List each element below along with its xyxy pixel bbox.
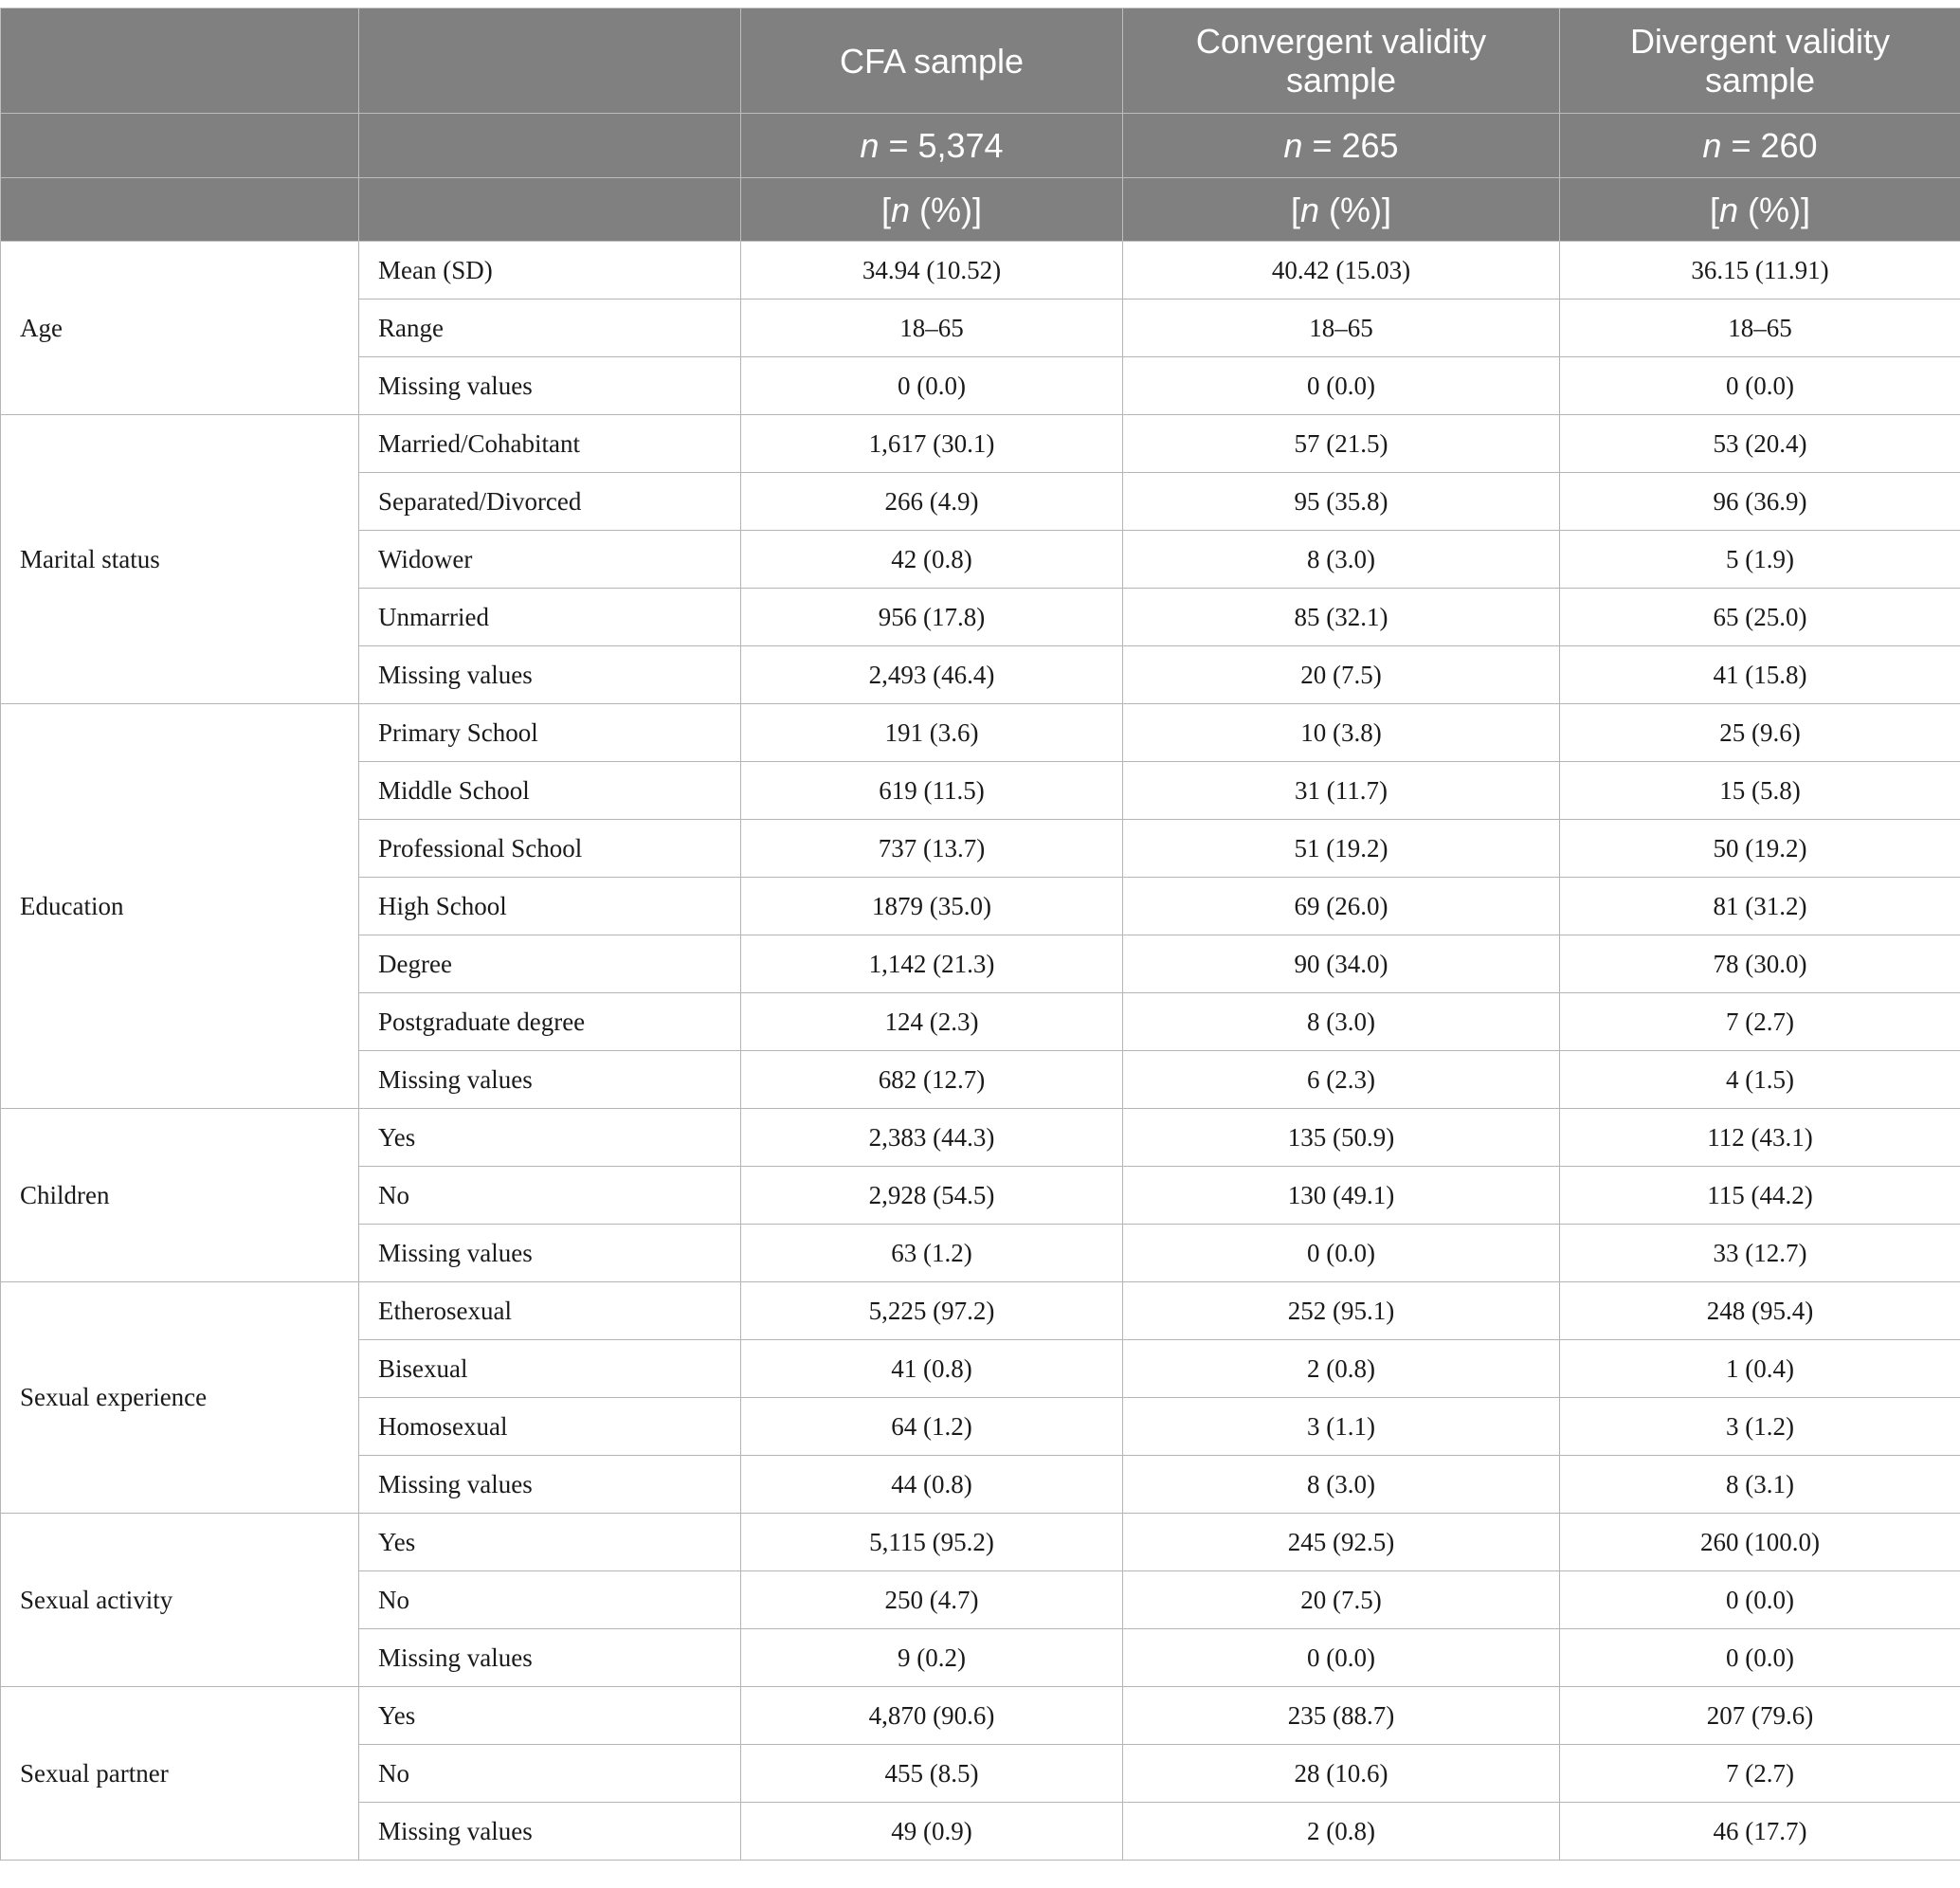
- convergent-value: 252 (95.1): [1123, 1282, 1560, 1340]
- row-label: Primary School: [359, 704, 741, 762]
- cfa-value: 2,493 (46.4): [741, 646, 1123, 704]
- row-label: Separated/Divorced: [359, 473, 741, 531]
- table-row: [1, 415, 1960, 473]
- header-n-cfa: [741, 114, 1123, 178]
- row-label: Missing values: [359, 1803, 741, 1861]
- convergent-value: 0 (0.0): [1123, 1225, 1560, 1282]
- row-label: Yes: [359, 1514, 741, 1571]
- cfa-value: 63 (1.2): [741, 1225, 1123, 1282]
- cfa-value: 1,617 (30.1): [741, 415, 1123, 473]
- convergent-value: 2 (0.8): [1123, 1803, 1560, 1861]
- cfa-value: 1,142 (21.3): [741, 935, 1123, 993]
- divergent-value: 248 (95.4): [1560, 1282, 1960, 1340]
- group-label: Children: [1, 1109, 359, 1282]
- row-label: Homosexual: [359, 1398, 741, 1456]
- convergent-value: 57 (21.5): [1123, 415, 1560, 473]
- row-label: Yes: [359, 1687, 741, 1745]
- divergent-value: 1 (0.4): [1560, 1340, 1960, 1398]
- header-convergent-sample: Convergent validity sample: [1123, 9, 1560, 114]
- table-row: [1, 1687, 1960, 1745]
- divergent-value: 33 (12.7): [1560, 1225, 1960, 1282]
- pct-n: n: [1718, 190, 1739, 229]
- table-row: [1, 1109, 1960, 1167]
- row-label: Bisexual: [359, 1340, 741, 1398]
- pct-n: n: [1299, 190, 1320, 229]
- convergent-value: 18–65: [1123, 300, 1560, 357]
- convergent-value: 28 (10.6): [1123, 1745, 1560, 1803]
- convergent-value: 0 (0.0): [1123, 357, 1560, 415]
- row-label: Missing values: [359, 1629, 741, 1687]
- convergent-value: 8 (3.0): [1123, 531, 1560, 589]
- convergent-value: 20 (7.5): [1123, 646, 1560, 704]
- header-divergent-sample: Divergent validity sample: [1560, 9, 1960, 114]
- n-symbol: n: [1702, 126, 1722, 165]
- divergent-value: 96 (36.9): [1560, 473, 1960, 531]
- cfa-value: 124 (2.3): [741, 993, 1123, 1051]
- divergent-value: 8 (3.1): [1560, 1456, 1960, 1514]
- row-label: No: [359, 1745, 741, 1803]
- divergent-value: 53 (20.4): [1560, 415, 1960, 473]
- group-label: Age: [1, 242, 359, 415]
- cfa-value: 42 (0.8): [741, 531, 1123, 589]
- divergent-value: 46 (17.7): [1560, 1803, 1960, 1861]
- header-cfa-sample: CFA sample: [741, 9, 1123, 114]
- cfa-value: 34.94 (10.52): [741, 242, 1123, 300]
- group-label: Education: [1, 704, 359, 1109]
- cfa-value: 455 (8.5): [741, 1745, 1123, 1803]
- group-label: Sexual activity: [1, 1514, 359, 1687]
- divergent-value: 41 (15.8): [1560, 646, 1960, 704]
- cfa-value: 18–65: [741, 300, 1123, 357]
- header-row-pct: [1, 178, 1960, 242]
- cfa-value: 4,870 (90.6): [741, 1687, 1123, 1745]
- cfa-value: 619 (11.5): [741, 762, 1123, 820]
- table-row: [1, 1514, 1960, 1571]
- divergent-value: 4 (1.5): [1560, 1051, 1960, 1109]
- row-label: Middle School: [359, 762, 741, 820]
- header-n-convergent: [1123, 114, 1560, 178]
- row-label: Missing values: [359, 1225, 741, 1282]
- divergent-value: 0 (0.0): [1560, 1629, 1960, 1687]
- divergent-value: 25 (9.6): [1560, 704, 1960, 762]
- convergent-value: 85 (32.1): [1123, 589, 1560, 646]
- row-label: Etherosexual: [359, 1282, 741, 1340]
- divergent-value: 7 (2.7): [1560, 1745, 1960, 1803]
- convergent-value: 8 (3.0): [1123, 1456, 1560, 1514]
- cfa-value: 5,115 (95.2): [741, 1514, 1123, 1571]
- divergent-value: 260 (100.0): [1560, 1514, 1960, 1571]
- cfa-value: 682 (12.7): [741, 1051, 1123, 1109]
- divergent-value: 7 (2.7): [1560, 993, 1960, 1051]
- convergent-value: 95 (35.8): [1123, 473, 1560, 531]
- convergent-value: 20 (7.5): [1123, 1571, 1560, 1629]
- convergent-value: 31 (11.7): [1123, 762, 1560, 820]
- row-label: Range: [359, 300, 741, 357]
- convergent-value: 235 (88.7): [1123, 1687, 1560, 1745]
- divergent-value: 50 (19.2): [1560, 820, 1960, 878]
- convergent-value: 8 (3.0): [1123, 993, 1560, 1051]
- cfa-value: 44 (0.8): [741, 1456, 1123, 1514]
- cfa-value: 2,928 (54.5): [741, 1167, 1123, 1225]
- divergent-value: 115 (44.2): [1560, 1167, 1960, 1225]
- cfa-value: 250 (4.7): [741, 1571, 1123, 1629]
- row-label: Degree: [359, 935, 741, 993]
- convergent-value: 3 (1.1): [1123, 1398, 1560, 1456]
- header-blank-1: [1, 9, 359, 114]
- convergent-value: 6 (2.3): [1123, 1051, 1560, 1109]
- convergent-value: 135 (50.9): [1123, 1109, 1560, 1167]
- convergent-value: 0 (0.0): [1123, 1629, 1560, 1687]
- header-blank-6: [359, 178, 741, 242]
- convergent-value: 245 (92.5): [1123, 1514, 1560, 1571]
- pct-suffix: (%)]: [910, 190, 983, 229]
- divergent-value: 5 (1.9): [1560, 531, 1960, 589]
- header-blank-5: [1, 178, 359, 242]
- divergent-value: 0 (0.0): [1560, 1571, 1960, 1629]
- cfa-value: 1879 (35.0): [741, 878, 1123, 935]
- cfa-value: 2,383 (44.3): [741, 1109, 1123, 1167]
- table-row: [1, 1282, 1960, 1340]
- row-label: Postgraduate degree: [359, 993, 741, 1051]
- header-blank-3: [1, 114, 359, 178]
- row-label: Yes: [359, 1109, 741, 1167]
- table-row: [1, 242, 1960, 300]
- divergent-value: 78 (30.0): [1560, 935, 1960, 993]
- pct-prefix: [: [880, 190, 891, 229]
- row-label: Married/Cohabitant: [359, 415, 741, 473]
- group-label: Marital status: [1, 415, 359, 704]
- cfa-value: 5,225 (97.2): [741, 1282, 1123, 1340]
- table-row: [1, 704, 1960, 762]
- convergent-value: 40.42 (15.03): [1123, 242, 1560, 300]
- cfa-value: 956 (17.8): [741, 589, 1123, 646]
- group-label: Sexual experience: [1, 1282, 359, 1514]
- row-label: Missing values: [359, 1456, 741, 1514]
- cfa-value: 49 (0.9): [741, 1803, 1123, 1861]
- pct-suffix: (%)]: [1319, 190, 1392, 229]
- header-n-divergent: [1560, 114, 1960, 178]
- table-body: [1, 242, 1960, 1861]
- header-pct-convergent: [1123, 178, 1560, 242]
- row-label: Mean (SD): [359, 242, 741, 300]
- pct-n: n: [890, 190, 911, 229]
- row-label: Missing values: [359, 1051, 741, 1109]
- header-row-n: [1, 114, 1960, 178]
- cfa-value: 266 (4.9): [741, 473, 1123, 531]
- convergent-value: 130 (49.1): [1123, 1167, 1560, 1225]
- row-label: Unmarried: [359, 589, 741, 646]
- convergent-value: 10 (3.8): [1123, 704, 1560, 762]
- divergent-value: 15 (5.8): [1560, 762, 1960, 820]
- cfa-value: 737 (13.7): [741, 820, 1123, 878]
- convergent-value: 90 (34.0): [1123, 935, 1560, 993]
- divergent-value: 207 (79.6): [1560, 1687, 1960, 1745]
- divergent-value: 81 (31.2): [1560, 878, 1960, 935]
- pct-prefix: [: [1290, 190, 1300, 229]
- n-symbol: n: [1283, 126, 1303, 165]
- cfa-value: 9 (0.2): [741, 1629, 1123, 1687]
- row-label: Professional School: [359, 820, 741, 878]
- divergent-value: 36.15 (11.91): [1560, 242, 1960, 300]
- pct-prefix: [: [1709, 190, 1719, 229]
- divergent-value: 3 (1.2): [1560, 1398, 1960, 1456]
- cfa-value: 191 (3.6): [741, 704, 1123, 762]
- header-blank-4: [359, 114, 741, 178]
- header-blank-2: [359, 9, 741, 114]
- convergent-value: 69 (26.0): [1123, 878, 1560, 935]
- n-value: = 265: [1312, 126, 1399, 165]
- pct-suffix: (%)]: [1738, 190, 1811, 229]
- n-symbol: n: [860, 126, 880, 165]
- table-header: [1, 9, 1960, 242]
- cfa-value: 41 (0.8): [741, 1340, 1123, 1398]
- group-label: Sexual partner: [1, 1687, 359, 1861]
- cfa-value: 64 (1.2): [741, 1398, 1123, 1456]
- row-label: Missing values: [359, 357, 741, 415]
- n-value: = 260: [1731, 126, 1818, 165]
- demographics-table: [0, 8, 1960, 1861]
- header-pct-divergent: [1560, 178, 1960, 242]
- header-pct-cfa: [741, 178, 1123, 242]
- convergent-value: 51 (19.2): [1123, 820, 1560, 878]
- header-row-samples: [1, 9, 1960, 114]
- divergent-value: 0 (0.0): [1560, 357, 1960, 415]
- n-value: = 5,374: [888, 126, 1004, 165]
- row-label: Widower: [359, 531, 741, 589]
- divergent-value: 65 (25.0): [1560, 589, 1960, 646]
- divergent-value: 18–65: [1560, 300, 1960, 357]
- cfa-value: 0 (0.0): [741, 357, 1123, 415]
- row-label: No: [359, 1167, 741, 1225]
- convergent-value: 2 (0.8): [1123, 1340, 1560, 1398]
- row-label: No: [359, 1571, 741, 1629]
- row-label: Missing values: [359, 646, 741, 704]
- divergent-value: 112 (43.1): [1560, 1109, 1960, 1167]
- row-label: High School: [359, 878, 741, 935]
